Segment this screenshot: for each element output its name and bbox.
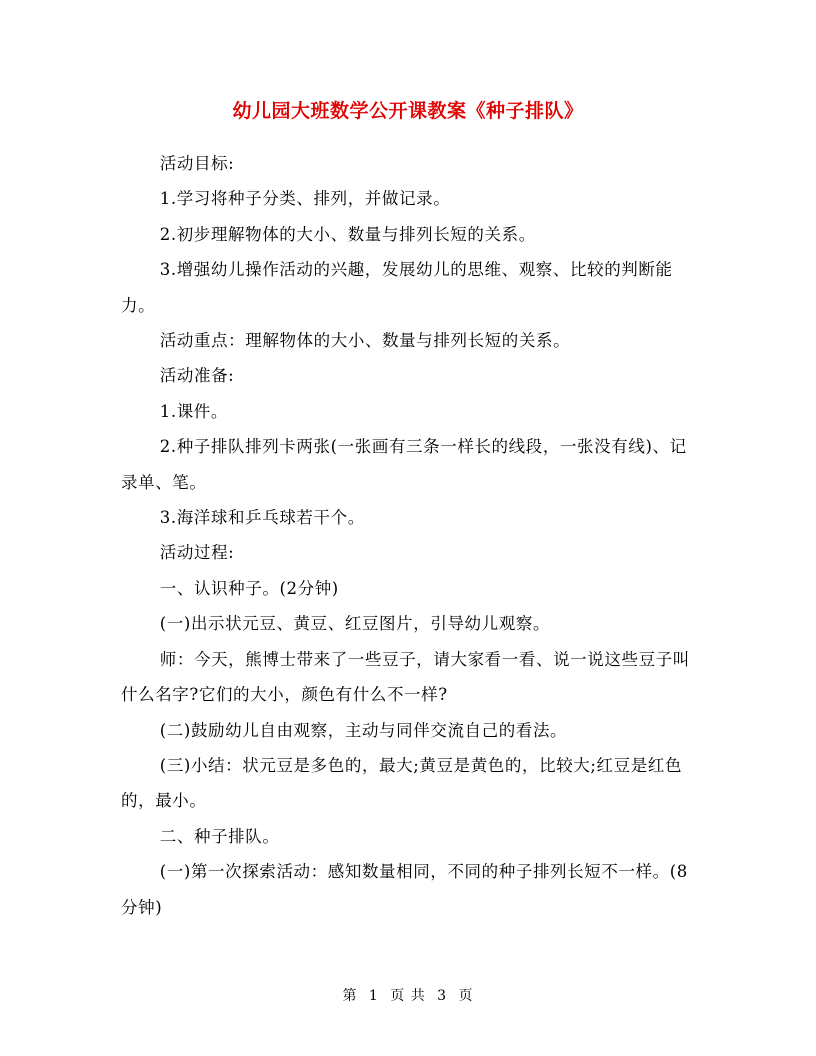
paragraph-goal-3: 3.增强幼儿操作活动的兴趣，发展幼儿的思维、观察、比较的判断能力。	[121, 260, 673, 315]
paragraph-step-two: 二、种子排队。	[159, 826, 280, 846]
paragraph-goal-1: 1.学习将种子分类、排列，并做记录。	[159, 189, 451, 209]
paragraph-activity-goals-heading: 活动目标:	[159, 154, 235, 173]
footer-total-pages: 3	[437, 988, 448, 1004]
paragraph-step-one-b: (二)鼓励幼儿自由观察，主动与同伴交流自己的看法。	[159, 720, 568, 740]
document-body	[121, 146, 696, 925]
paragraph-preparation-1: 1.课件。	[159, 401, 229, 421]
document-title: 幼儿园大班数学公开课教案《种子排队》	[232, 100, 584, 122]
paragraph-preparation-2: 2.种子排队排列卡两张(一张画有三条一样长的线段，一张没有线)、记录单、笔。	[121, 437, 687, 492]
paragraph-step-one-c: (三)小结：状元豆是多色的，最大;黄豆是黄色的，比较大;红豆是红色的，最小。	[121, 755, 683, 811]
paragraph-key-point: 活动重点：理解物体的大小、数量与排列长短的关系。	[159, 331, 571, 351]
paragraph-step-one-a: (一)出示状元豆、黄豆、红豆图片，引导幼儿观察。	[159, 614, 551, 634]
paragraph-goal-2: 2.初步理解物体的大小、数量与排列长短的关系。	[159, 224, 536, 244]
footer-page-suffix: 页	[458, 988, 474, 1004]
paragraph-step-two-a: (一)第一次探索活动：感知数量相同，不同的种子排列长短不一样。(8分钟)	[121, 862, 688, 917]
paragraph-teacher-speech: 师：今天，熊博士带来了一些豆子，请大家看一看、说一说这些豆子叫什么名字?它们的大小，颜色有什么不一样?	[121, 649, 690, 705]
paragraph-preparation-heading: 活动准备:	[159, 366, 235, 386]
footer-page-prefix: 第	[342, 988, 358, 1004]
paragraph-step-one: 一、认识种子。(2分钟)	[159, 578, 339, 598]
footer-current-page: 1	[368, 988, 379, 1004]
footer-page-middle: 页 共	[390, 988, 426, 1004]
paragraph-process-heading: 活动过程:	[159, 543, 235, 563]
page-footer	[0, 986, 816, 1006]
paragraph-preparation-3: 3.海洋球和乒乓球若干个。	[159, 508, 365, 528]
